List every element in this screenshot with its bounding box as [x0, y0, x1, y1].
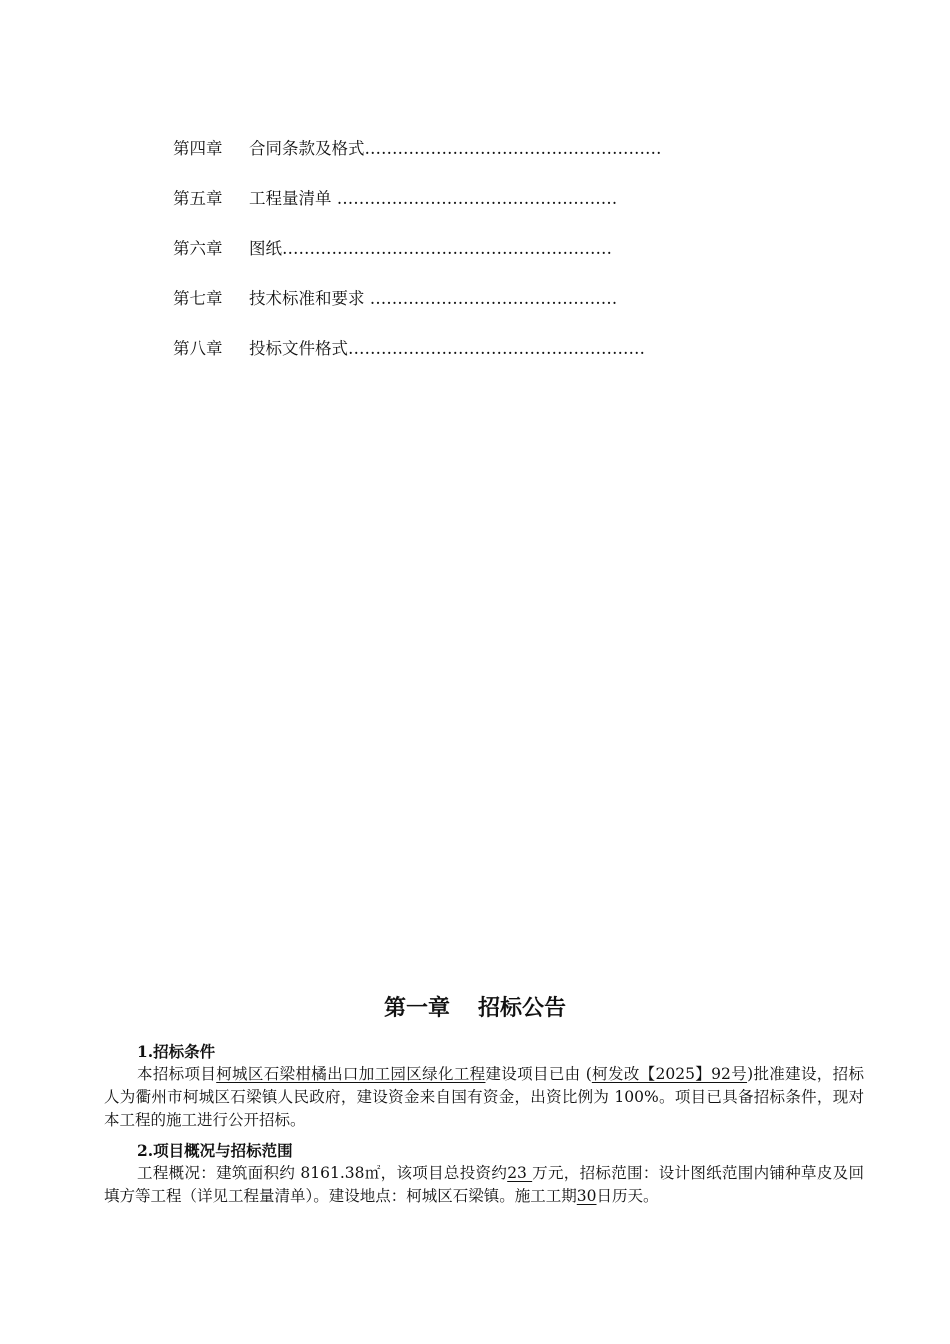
text-segment: 日历天。: [596, 1187, 659, 1205]
toc-chapter-title: 图纸: [249, 239, 282, 258]
project-overview-paragraph: [104, 1162, 864, 1208]
toc-leader-dots: ………………………………………………: [364, 139, 662, 158]
announcement-body: [104, 1040, 864, 1208]
text-segment: 工程概况：建筑面积约 8161.38㎡，该项目总投资约: [137, 1164, 508, 1182]
section-title-bidding-conditions: 1.招标条件: [137, 1042, 216, 1061]
approval-document-number: 柯发改【2025】92号: [591, 1065, 748, 1083]
chapter-number: 第一章: [383, 995, 450, 1021]
toc-chapter-number: 第七章: [173, 289, 223, 308]
toc-entry-chapter-4[interactable]: [173, 134, 733, 184]
toc-chapter-title: 技术标准和要求: [249, 289, 370, 308]
section-title-project-overview: 2.项目概况与招标范围: [137, 1141, 293, 1160]
chapter-heading: [0, 990, 950, 1026]
construction-duration: 30: [576, 1187, 597, 1205]
total-investment: 23: [507, 1164, 533, 1182]
toc-chapter-number: 第五章: [173, 189, 223, 208]
toc-entry-chapter-6[interactable]: [173, 234, 733, 284]
toc-chapter-title: 投标文件格式: [249, 339, 348, 358]
text-segment: 万元，招标范围：设计图纸范围内铺种草皮及回填方等工程（详见工程量清单）。建设地点：柯城区石梁镇。施工工期: [104, 1164, 864, 1205]
toc-entry-chapter-5[interactable]: [173, 184, 733, 234]
toc-chapter-number: 第四章: [173, 139, 223, 158]
toc-entry-chapter-8[interactable]: [173, 334, 733, 384]
project-name: 柯城区石梁柑橘出口加工园区绿化工程: [216, 1065, 486, 1083]
toc-leader-dots: ……………………………………………: [336, 189, 618, 208]
toc-chapter-number: 第八章: [173, 339, 223, 358]
toc-entry-chapter-7[interactable]: [173, 284, 733, 334]
toc-leader-dots: ………………………………………………: [348, 339, 645, 358]
toc-chapter-title: 合同条款及格式: [249, 139, 365, 158]
bidding-conditions-paragraph: [104, 1063, 864, 1132]
text-segment: 建设项目已由 (: [485, 1065, 592, 1083]
text-segment: 本招标项目: [137, 1065, 217, 1083]
toc-chapter-title: 工程量清单: [249, 189, 337, 208]
chapter-title: 招标公告: [478, 995, 567, 1021]
text-segment: )批准建设，招标人为衢州市柯城区石梁镇人民政府，建设资金来自国有资金，出资比例为 100%。项目已具备招标条件，现对本工程的施工进行公开招标。: [104, 1065, 864, 1129]
table-of-contents: [173, 134, 733, 384]
toc-chapter-number: 第六章: [173, 239, 223, 258]
toc-leader-dots: ………………………………………: [369, 289, 618, 308]
toc-leader-dots: ……………………………………………………: [282, 239, 612, 258]
